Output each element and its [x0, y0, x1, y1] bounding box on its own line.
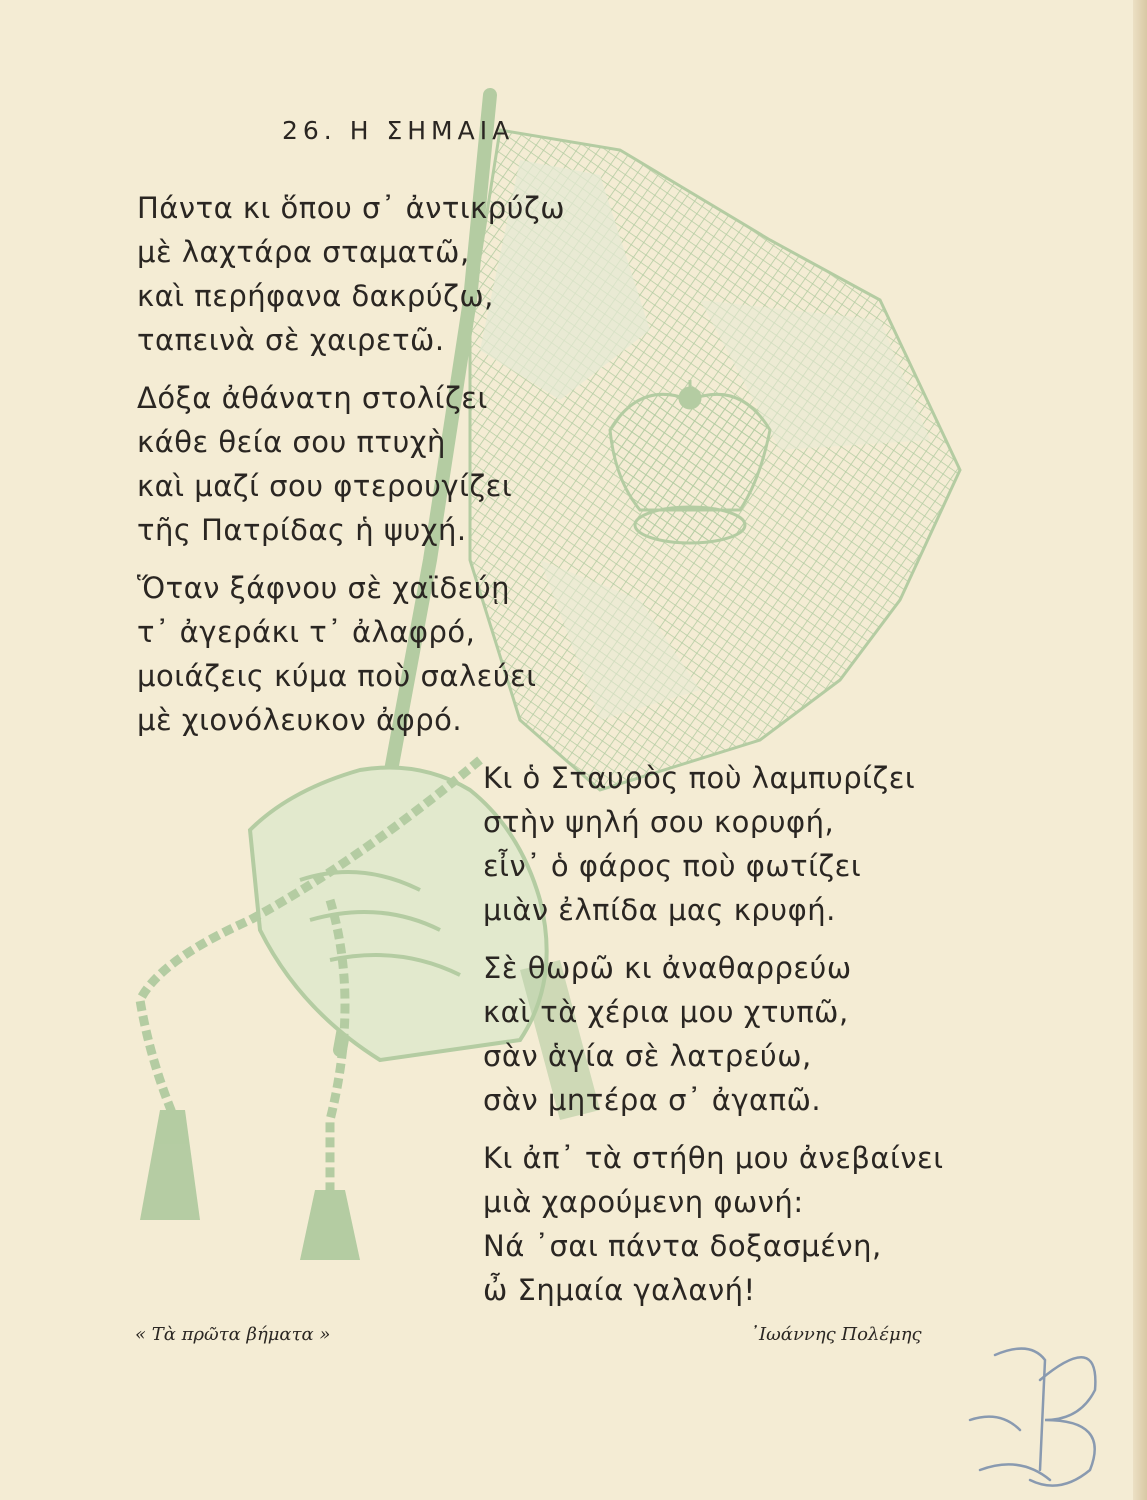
poem-title: 26. Η ΣΗΜΑΙΑ — [282, 116, 515, 145]
verse-line: ὦ Σημαία γαλανή! — [483, 1273, 756, 1307]
verse-line: κάθε θεία σου πτυχὴ — [137, 425, 446, 459]
verse-line: ταπεινὰ σὲ χαιρετῶ. — [137, 323, 445, 357]
verse-line: μοιάζεις κύμα ποὺ σαλεύει — [137, 659, 537, 693]
verse-line: Κι ἀπ᾽ τὰ στήθη μου ἀνεβαίνει — [483, 1141, 944, 1175]
verse-line: σὰν ἁγία σὲ λατρεύω, — [483, 1039, 812, 1073]
verse-line: καὶ μαζί σου φτερουγίζει — [137, 469, 513, 503]
verse-line: σὰν μητέρα σ᾽ ἀγαπῶ. — [483, 1083, 822, 1117]
author-name: ᾽Ιωάννης Πολέμης — [750, 1324, 922, 1345]
verse-line: τ᾽ ἀγεράκι τ᾽ ἀλαφρό, — [137, 615, 476, 649]
verse-line: τῆς Πατρίδας ἡ ψυχή. — [137, 513, 467, 547]
verse-line: Δόξα ἀθάνατη στολίζει — [137, 381, 488, 415]
verse-line: Σὲ θωρῶ κι ἀναθαρρεύω — [483, 951, 852, 985]
verse-line: καὶ τὰ χέρια μου χτυπῶ, — [483, 995, 849, 1029]
verse-line: μιὰν ἐλπίδα μας κρυφή. — [483, 893, 836, 927]
verse-line: εἶν᾽ ὁ φάρος ποὺ φωτίζει — [483, 849, 862, 883]
verse-line: στὴν ψηλή σου κορυφή, — [483, 805, 835, 839]
verse-line: καὶ περήφανα δακρύζω, — [137, 279, 494, 313]
verse-line: μὲ χιονόλευκον ἀφρό. — [137, 703, 463, 737]
source-citation: « Τὰ πρῶτα βήματα » — [135, 1324, 331, 1345]
verse-line: Ὅταν ξάφνου σὲ χαϊδεύῃ — [137, 571, 511, 605]
verse-line: Νά ᾽σαι πάντα δοξασμένη, — [483, 1229, 882, 1263]
verse-line: Πάντα κι ὅπου σ᾽ ἀντικρύζω — [137, 191, 566, 225]
verse-line: Κι ὁ Σταυρὸς ποὺ λαμπυρίζει — [483, 761, 916, 795]
verse-line: μὲ λαχτάρα σταματῶ, — [137, 235, 470, 269]
verse-line: μιὰ χαρούμενη φωνή: — [483, 1185, 804, 1219]
